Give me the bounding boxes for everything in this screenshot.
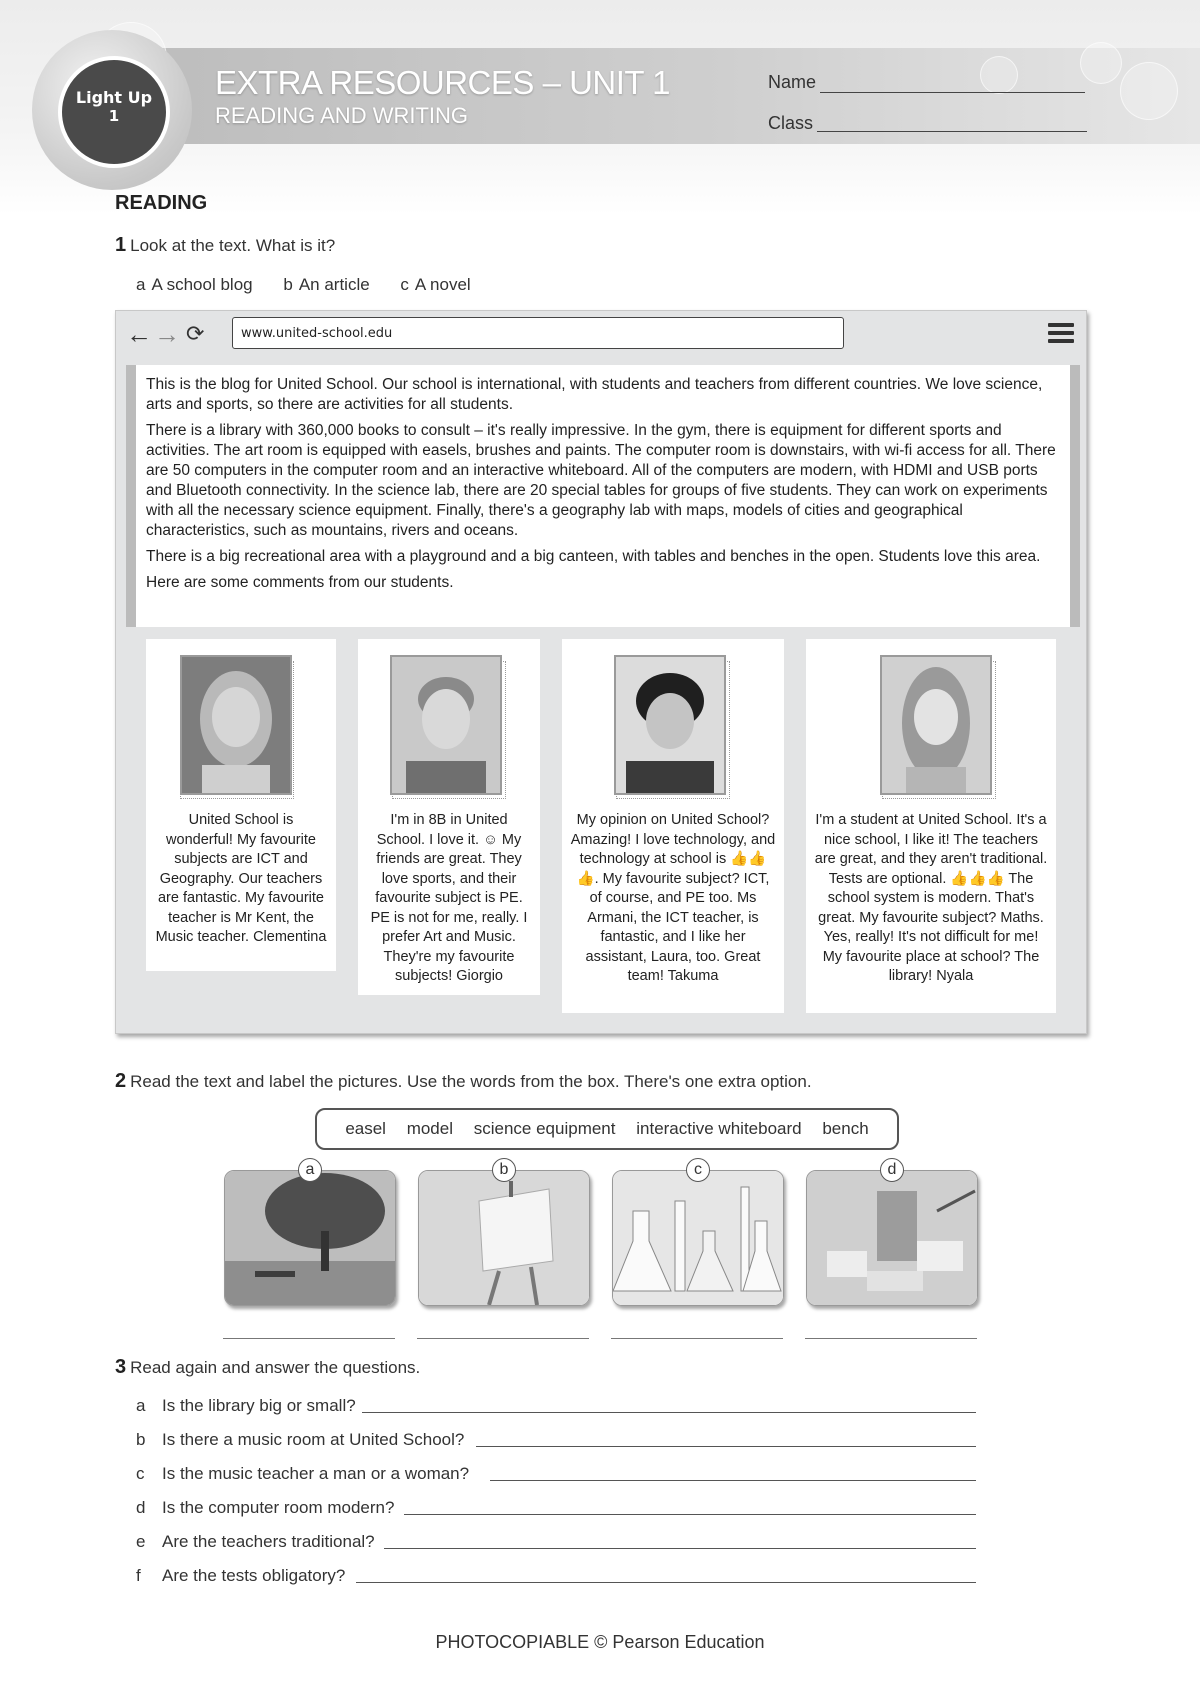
back-arrow-icon[interactable]: ← [126,319,152,349]
question-3-item [136,1464,469,1484]
page-title: EXTRA RESOURCES – UNIT 1 [215,64,671,101]
question-text: Look at the text. What is it? [130,236,336,255]
item-text: Are the tests obligatory? [162,1566,346,1585]
browser-toolbar [116,311,1086,361]
option-text: A novel [414,275,471,294]
answer-line[interactable] [476,1446,976,1447]
word-box [315,1108,899,1150]
student-photo [880,655,992,795]
decor-bubble [1120,62,1178,120]
item-text: Is there a music room at United School? [162,1430,465,1449]
student-comment: My opinion on United School? Amazing! I love technology, and technology at school is 👍👍👍. My favourite subject? ICT, of course, and PE too. Ms Armani, the ICT teacher, is fantastic, and I like her assistant, Laura, too. Great team! Takuma [570,812,776,984]
question-2 [115,1070,812,1093]
question-1 [115,234,335,257]
student-comment-card [806,639,1056,1013]
answer-line[interactable] [490,1480,976,1481]
question-3-item [136,1430,464,1450]
blog-paragraph: There is a library with 360,000 books to consult – it's really impressive. In the gym, there is equipment for different sports and activities. The art room is equipped with easels, brushes and paints. The computer room is downstairs, with wi-fi access for all. There are 50 computers in the computer room and an interactive whiteboard. All of the computers are modern, with HDMI and USB ports and Bluetooth connectivity. In the science lab, there are 20 special tables for groups of five students. They can work on experiments with all the necessary science equipment. Finally, there's a geography lab with maps, models of cities and geographical characteristics, such as mountains, rivers and oceans. [146,422,1056,539]
option-text: A school blog [151,275,253,294]
forward-arrow-icon[interactable]: → [154,319,180,349]
student-comment-card [358,639,540,995]
student-photo [390,655,502,795]
item-letter: f [136,1566,141,1585]
student-comment-card [562,639,784,1013]
word-option: model [406,1119,453,1138]
name-field[interactable] [820,92,1085,93]
blog-post-body [126,365,1080,627]
answer-line-b[interactable] [417,1338,589,1339]
answer-line-a[interactable] [223,1338,395,1339]
word-option: easel [345,1119,386,1138]
question-3 [115,1356,420,1379]
word-option: science equipment [473,1119,616,1138]
logo [58,56,170,168]
option-letter: b [283,275,293,294]
picture-bench [224,1170,396,1306]
option-text: An article [298,275,370,294]
picture-label-c: c [686,1158,710,1182]
picture-model [806,1170,978,1306]
answer-line[interactable] [362,1412,976,1413]
question-3-item [136,1566,345,1586]
student-comment: I'm a student at United School. It's a nice school, I like it! The teachers are great, and they aren't traditional. Tests are optional. 👍👍👍 The school system is modern. That's great. My favourite subject? Maths. Yes, really! It's not difficult for me! My favourite place at school? The library! Nyala [814,812,1048,984]
question-3-item [136,1498,394,1518]
student-comment-card [146,639,336,971]
logo-text: Light Up [75,88,153,107]
answer-line-c[interactable] [611,1338,783,1339]
decor-bubble [1080,42,1122,84]
question-number: 3 [115,1356,127,1378]
question-number: 2 [115,1070,127,1092]
student-comment: United School is wonderful! My favourite subjects are ICT and Geography. Our teachers are fantastic. My favourite teacher is Mr Kent, the Music teacher. Clementina [155,812,327,945]
hamburger-menu-icon[interactable] [1048,323,1074,347]
option-letter: a [136,275,146,294]
answer-line[interactable] [404,1514,976,1515]
page-subtitle: READING AND WRITING [215,103,469,128]
question-3-item [136,1396,356,1416]
option-letter: c [400,275,409,294]
decor-bubble [980,56,1018,94]
blog-paragraph: There is a big recreational area with a playground and a big canteen, with tables and benches in the open. Students love this area. [146,548,1041,565]
item-letter: b [136,1430,146,1449]
question-text: Read the text and label the pictures. Use the words from the box. There's one extra option. [130,1072,812,1091]
question-1-options [136,275,477,295]
item-text: Are the teachers traditional? [162,1532,375,1551]
picture-label-a: a [298,1158,322,1182]
footer-copyright: PHOTOCOPIABLE © Pearson Education [435,1632,765,1652]
address-bar[interactable]: www.united-school.edu [232,317,844,349]
question-3-item [136,1532,375,1552]
word-option: bench [822,1119,869,1138]
question-text: Read again and answer the questions. [130,1358,421,1377]
picture-easel [418,1170,590,1306]
item-text: Is the computer room modern? [162,1498,395,1517]
picture-label-d: d [880,1158,904,1182]
student-comment: I'm in 8B in United School. I love it. ☺ My friends are great. They love sports, and their favourite subject is PE. PE is not for me, really. I prefer Art and Music. They're my favourite subjects! Giorgio [370,812,528,984]
class-field[interactable] [817,131,1087,132]
name-label: Name [768,72,817,92]
browser-window [115,310,1087,1034]
item-letter: c [136,1464,145,1483]
student-photo [180,655,292,795]
word-option: interactive whiteboard [636,1119,802,1138]
blog-paragraph: This is the blog for United School. Our school is international, with students and teachers from different countries. We love science, arts and sports, so there are activities for all students. [146,376,1043,413]
item-text: Is the music teacher a man or a woman? [162,1464,470,1483]
item-letter: d [136,1498,146,1517]
blog-paragraph: Here are some comments from our students. [146,574,454,591]
answer-line[interactable] [356,1582,976,1583]
question-number: 1 [115,234,127,256]
answer-line[interactable] [384,1548,976,1549]
class-label: Class [768,113,814,133]
student-photo [614,655,726,795]
reload-icon[interactable]: ⟳ [186,321,205,346]
answer-line-d[interactable] [805,1338,977,1339]
item-letter: e [136,1532,146,1551]
item-text: Is the library big or small? [162,1396,356,1415]
picture-label-b: b [492,1158,516,1182]
logo-level: 1 [108,107,120,125]
picture-science-equipment [612,1170,784,1306]
item-letter: a [136,1396,146,1415]
section-heading-reading: READING [115,192,208,214]
